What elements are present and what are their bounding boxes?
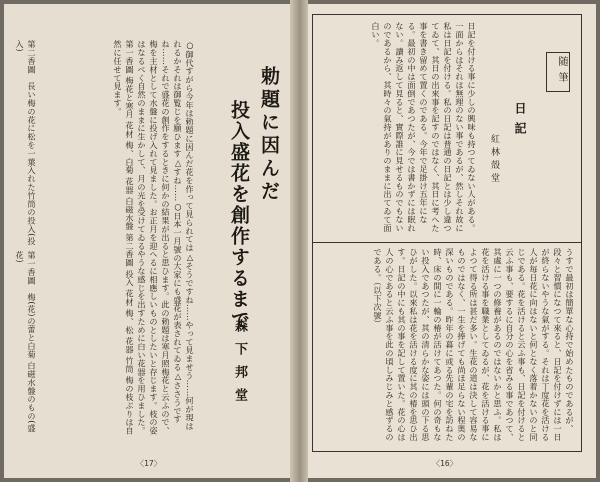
book-gutter	[290, 0, 308, 482]
article-title-line2: 投入盛花を創作するまで	[228, 100, 250, 331]
photo-caption-1: 第一香圖 梅(花)の蕾と白菊 白磁水盤のもの(盛花)	[15, 250, 37, 432]
left-page-number: 〈17〉	[136, 459, 162, 468]
article-author: 森下邦堂	[232, 319, 247, 411]
article-body-text: ○御代すがら今年は勅題に因んだ花を作って見られては△そうですね……やって見ませう……何が現はれるかそれは御覧じを願ひます△すね……○日本一月號の大家にも盛花が表されてゐる△ささうですね……それで盛花の創作をするときに何かの結果が出ると思ひます。此の勅題は寒月照梅花と云ふので、梅を主材として水盤に投げ入れて見ました。お正月を迎へるに相應しいものとしたいと存じます。枝の姿はなるべく自然のままに生かして、月の光を受けてゐるやうな感じを出すために白い花器を用ひました。第一香圖 梅花と寒月 花材 梅、白菊 花器 白磁水盤 第二香圖 投入 花材 梅、松 花器 竹筒 梅の枝ぶりは自然に任せて見ます。	[113, 40, 195, 435]
diary-lower-text-block	[318, 248, 576, 446]
caption-block	[10, 40, 38, 436]
section-divider	[312, 242, 582, 243]
article-body	[40, 40, 196, 436]
column-badge: 随筆	[546, 52, 570, 92]
article-title-line1: 勅題に因んだ	[258, 66, 280, 204]
diary-author: 紅林殼堂	[489, 134, 499, 186]
diary-title: 日記	[513, 102, 527, 142]
left-page	[4, 4, 296, 478]
right-page-number: 〈16〉	[432, 459, 458, 468]
diary-upper-text-block	[318, 22, 478, 236]
diary-lower-text: うすで最初は簡單な心持で始めたものであるが、段々と習慣になつて來ると、日記を付けずには一日が終らないやうな氣がする。それは丁度花を活ける人が毎日花に向はないと何となく落着かないのと同じである。花を活けると云ふ事も、日記を付けると云ふ事も、要するに自分の心を省みる事であつて、其處に一つの修養があるのではないかと思ふ。私は花を活ける事を職業としてゐるが、花を活ける事によつて得る所は甚だ多い。生花の道は決して容易なものではなく、一生を捧げても尚ほ足らない程奥の深いものである。昨年の暮に或る先輩の宅を訪ねた時、床の間に一輪の椿が活けてあつた。何の奇もない投入であつたが、其の清らかな姿には頭の下る思ひがした。以來私は花を活ける度に其の椿を思ひ出す。日記の中にも其の事を記して置いた。花の心は人の心であると云ふ事を此の頃しみじみと感ずるのである。（以下次號）	[373, 248, 575, 442]
right-page	[302, 4, 596, 478]
photo-caption-2: 第二香圖 長い梅の花に松を一葉入れた竹筒の投入(投入)	[15, 40, 37, 245]
diary-upper-text: 日記を付ける事に少しの興味も持つてゐない人がある。一面からはそれは無理のない事であるが、然しそれ故に私は日記を付ける。私の日記は普通の日記とは少し違つてゐて、其日の出來事を記すのではなく、其日に考へた事を書き留めて置くのである。今年で足掛け五年になる。最初の中は面倒であつたが、今では書かずには眠れない。讀み返して見ると、實際誰に見せるものでもないのであるから、其時々の氣持がありのままに出てゐて面白い。	[371, 22, 477, 232]
